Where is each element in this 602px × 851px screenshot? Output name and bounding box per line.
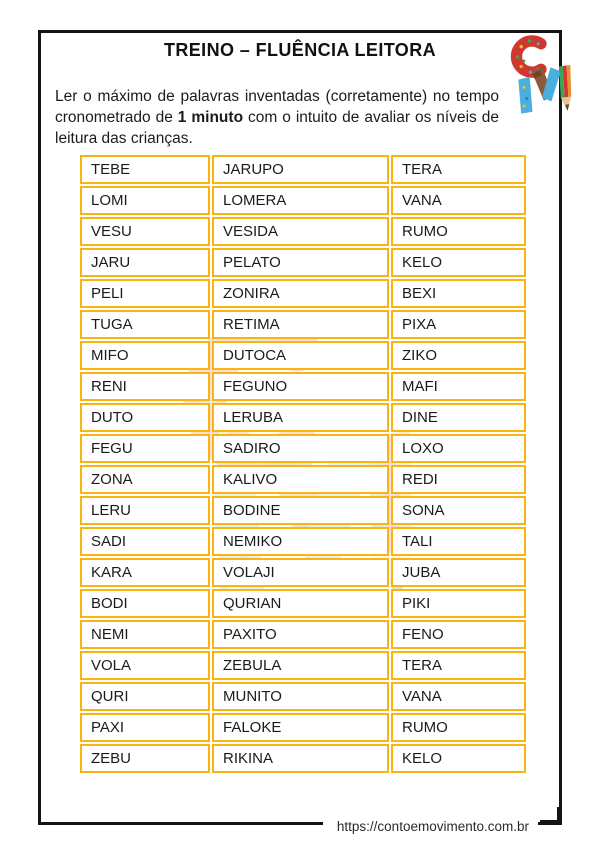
table-row — [80, 496, 526, 525]
word-cell: TALI — [391, 527, 526, 556]
table-row — [80, 682, 526, 711]
footer-url: https://contoemovimento.com.br — [323, 819, 538, 834]
word-cell: ZEBU — [80, 744, 210, 773]
word-cell: TERA — [391, 651, 526, 680]
word-cell: TEBE — [80, 155, 210, 184]
word-cell: DUTOCA — [212, 341, 389, 370]
word-cell: FENO — [391, 620, 526, 649]
word-cell: PAXITO — [212, 620, 389, 649]
word-cell: SONA — [391, 496, 526, 525]
word-cell: RENI — [80, 372, 210, 401]
word-table-body — [80, 155, 526, 773]
word-cell: NEMIKO — [212, 527, 389, 556]
page-title: TREINO – FLUÊNCIA LEITORA — [163, 40, 436, 60]
word-cell: ZONIRA — [212, 279, 389, 308]
table-row — [80, 465, 526, 494]
word-cell: VESU — [80, 217, 210, 246]
word-cell: PIKI — [391, 589, 526, 618]
table-row — [80, 217, 526, 246]
instructions-part2: com o intuito de avaliar os níveis de leitura das crianças. — [55, 108, 499, 147]
word-cell: LOMI — [80, 186, 210, 215]
table-row — [80, 341, 526, 370]
word-cell: TERA — [391, 155, 526, 184]
word-cell: RUMO — [391, 217, 526, 246]
word-cell: LERU — [80, 496, 210, 525]
word-cell: JARU — [80, 248, 210, 277]
page-frame — [38, 30, 562, 825]
word-cell: PIXA — [391, 310, 526, 339]
word-cell: RETIMA — [212, 310, 389, 339]
word-cell: REDI — [391, 465, 526, 494]
frame-corner-accent — [540, 807, 562, 825]
word-cell: VOLAJI — [212, 558, 389, 587]
word-cell: DINE — [391, 403, 526, 432]
word-cell: JARUPO — [212, 155, 389, 184]
brand-logo — [507, 30, 575, 118]
word-cell: MIFO — [80, 341, 210, 370]
word-cell: FALOKE — [212, 713, 389, 742]
word-cell: ZIKO — [391, 341, 526, 370]
table-row — [80, 186, 526, 215]
instructions-bold-duration: 1 minuto — [177, 108, 244, 126]
word-cell: KARA — [80, 558, 210, 587]
table-row — [80, 713, 526, 742]
word-cell: SADI — [80, 527, 210, 556]
word-cell: VESIDA — [212, 217, 389, 246]
table-row — [80, 558, 526, 587]
word-cell: TUGA — [80, 310, 210, 339]
table-row — [80, 155, 526, 184]
word-cell: SADIRO — [212, 434, 389, 463]
word-cell: BEXI — [391, 279, 526, 308]
word-cell: ZEBULA — [212, 651, 389, 680]
word-cell: FEGUNO — [212, 372, 389, 401]
word-cell: ZONA — [80, 465, 210, 494]
word-cell: PAXI — [80, 713, 210, 742]
word-cell: DUTO — [80, 403, 210, 432]
table-row — [80, 589, 526, 618]
word-cell: LOMERA — [212, 186, 389, 215]
word-cell: QURI — [80, 682, 210, 711]
word-cell: NEMI — [80, 620, 210, 649]
word-cell: RIKINA — [212, 744, 389, 773]
word-table-container — [78, 153, 528, 775]
table-row — [80, 434, 526, 463]
word-cell: LERUBA — [212, 403, 389, 432]
table-row — [80, 248, 526, 277]
word-cell: VOLA — [80, 651, 210, 680]
cm-logo-icon — [507, 30, 575, 118]
word-cell: FEGU — [80, 434, 210, 463]
word-cell: QURIAN — [212, 589, 389, 618]
word-cell: LOXO — [391, 434, 526, 463]
word-cell: KELO — [391, 248, 526, 277]
word-cell: BODI — [80, 589, 210, 618]
word-cell: PELATO — [212, 248, 389, 277]
table-row — [80, 403, 526, 432]
table-row — [80, 744, 526, 773]
word-cell: RUMO — [391, 713, 526, 742]
table-row — [80, 620, 526, 649]
table-row — [80, 651, 526, 680]
table-row — [80, 527, 526, 556]
word-cell: KELO — [391, 744, 526, 773]
table-row — [80, 310, 526, 339]
table-row — [80, 279, 526, 308]
table-row — [80, 372, 526, 401]
instructions-part1: Ler o máximo de palavras inventadas (corretamente) no tempo cronometrado de — [55, 87, 499, 126]
word-cell: VANA — [391, 682, 526, 711]
word-cell: PELI — [80, 279, 210, 308]
instructions-text — [55, 86, 499, 149]
word-cell: MUNITO — [212, 682, 389, 711]
word-cell: VANA — [391, 186, 526, 215]
word-cell: JUBA — [391, 558, 526, 587]
word-cell: BODINE — [212, 496, 389, 525]
word-table — [78, 153, 528, 775]
word-cell: MAFI — [391, 372, 526, 401]
word-cell: KALIVO — [212, 465, 389, 494]
